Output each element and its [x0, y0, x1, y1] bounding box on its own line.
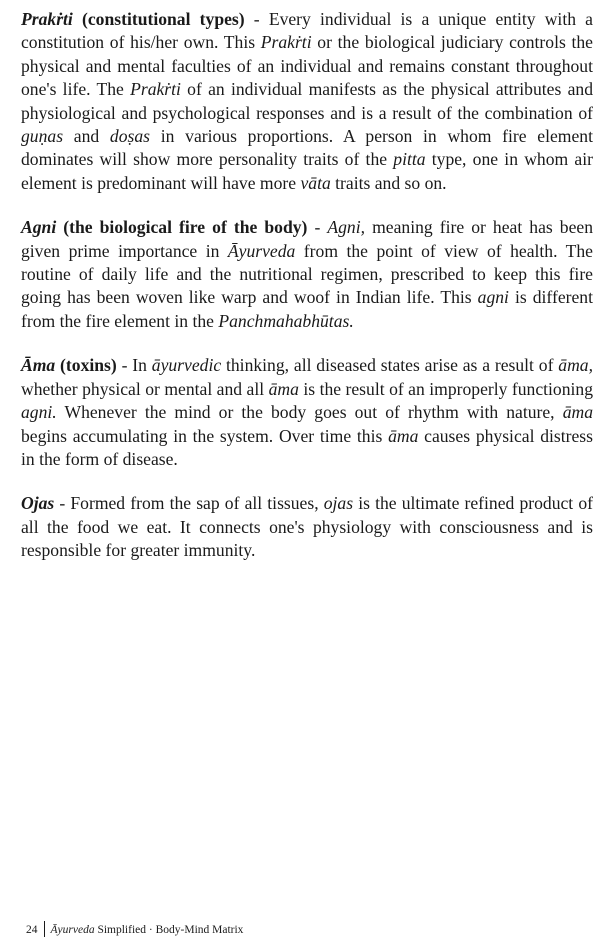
italic-term: āyurvedic: [151, 355, 222, 376]
italic-term: āma: [268, 378, 299, 399]
body-text: - Every individual is a unique entity with a constitution of his/her own. This: [21, 9, 593, 53]
body-text: whether physical or mental and all: [21, 378, 269, 399]
body-text: or the biological judiciary controls the physical and mental faculties of an individual and remains constant throughout one's life. The: [21, 32, 593, 100]
italic-term: agni: [477, 287, 509, 308]
body-text: and: [63, 126, 110, 147]
body-text: in various proportions. A person in whom fire element dominates will show more personality traits of the: [21, 126, 593, 170]
body-text: is different from the fire element in the: [21, 287, 593, 331]
book-title: Āyurveda: [50, 924, 95, 936]
book-subtitle: Simplified · Body-Mind Matrix: [94, 924, 244, 936]
term-gloss: (toxins): [55, 355, 117, 376]
paragraph-ojas: [21, 492, 593, 562]
italic-term: āma,: [558, 355, 593, 376]
italic-term: āma: [388, 425, 419, 446]
italic-term: doṣas: [109, 126, 150, 147]
term-heading: Ojas: [21, 493, 55, 514]
body-text: causes physical distress in the form of disease.: [21, 425, 593, 469]
body-text: Whenever the mind or the body goes out of rhythm with nature,: [56, 402, 563, 423]
body-text: is the result of an improperly functioning: [298, 378, 593, 399]
italic-term: āma: [562, 402, 593, 423]
footer-divider: [44, 921, 45, 937]
paragraph-prakrti: [21, 8, 593, 195]
page-footer: [26, 921, 243, 937]
italic-term: Āyurveda: [227, 240, 296, 261]
term-gloss: (constitutional types): [72, 9, 245, 29]
italic-term: Panchmahabhūtas.: [218, 310, 354, 331]
italic-term: Prakṙti: [260, 32, 312, 53]
italic-term: guṇas: [21, 126, 64, 147]
italic-term: agni.: [21, 402, 57, 423]
body-text: - In: [116, 355, 152, 376]
term-gloss: (the biological fire of the body): [56, 217, 308, 238]
term-heading: Prakṙti: [21, 9, 73, 29]
body-text: from the point of view of health. The routine of daily life and the nutritional regimen, prescribed to keep this fire going has been woven like warp and woof in Indian life. This: [21, 240, 593, 308]
page-number: 24: [26, 924, 38, 936]
body-text: -: [307, 217, 328, 238]
body-text: thinking, all diseased states arise as a result of: [221, 355, 559, 376]
body-text: begins accumulating in the system. Over time this: [21, 425, 389, 446]
term-heading: Agni: [21, 217, 57, 238]
italic-term: ojas: [323, 493, 354, 514]
page-body: [21, 8, 593, 563]
body-text: type, one in whom air element is predominant will have more: [21, 149, 593, 193]
term-heading: Āma: [21, 355, 56, 376]
paragraph-ama: [21, 354, 593, 471]
body-text: of an individual manifests as the physical attributes and physiological and psychological responses and is a result of the combination of: [21, 79, 593, 123]
body-text: is the ultimate refined product of all the food we eat. It connects one's physiology with consciousness and is responsible for greater immunity.: [21, 493, 593, 561]
body-text: meaning fire or heat has been given prime importance in: [21, 217, 594, 261]
body-text: - Formed from the sap of all tissues,: [54, 493, 324, 514]
body-text: traits and so on.: [330, 172, 447, 193]
italic-term: pitta: [393, 149, 426, 170]
paragraph-agni: [21, 216, 593, 333]
italic-term: vāta: [300, 172, 331, 193]
italic-term: Agni,: [327, 217, 366, 238]
italic-term: Prakṙti: [130, 79, 181, 100]
